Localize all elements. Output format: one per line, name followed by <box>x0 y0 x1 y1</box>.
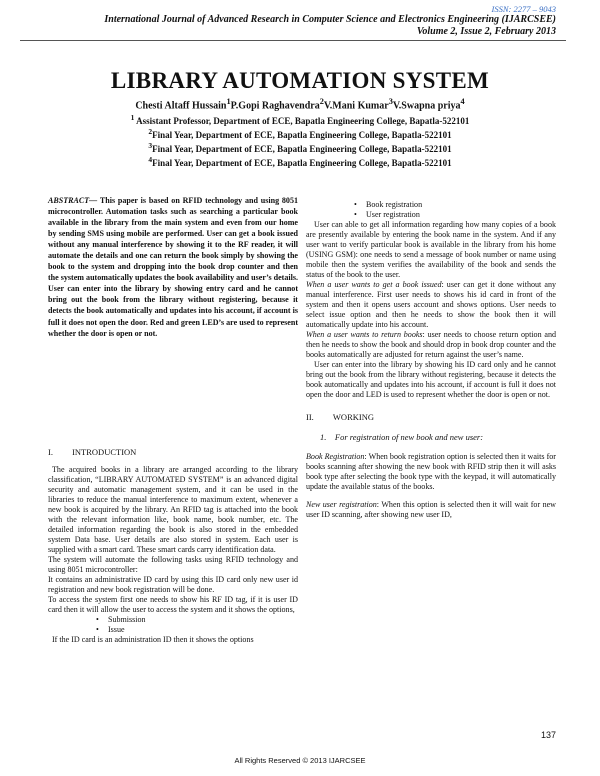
list-item: • Issue <box>48 625 298 635</box>
paragraph <box>306 330 556 360</box>
journal-volume: Volume 2, Issue 2, February 2013 <box>416 26 556 37</box>
aff-text: Final Year, Department of ECE, Bapatla Engineering College, Bapatla-522101 <box>152 130 452 140</box>
aff-sup: 4 <box>148 155 153 164</box>
section-heading-introduction: I. INTRODUCTION <box>48 447 137 457</box>
paragraph: The acquired books in a library are arranged according to the library classification, “LIBRARY AUTOMATED SYSTEM” is an advanced digital security and automatic management system, and it can be used in the libraries to reduce the manual interference to maximum extent, whenever a new book is acquired by the library. An RFID tag is attached into the book with the relevant information like, book name, book number, etc. The detailed information regarding the book is also stored in the embedded system Data base. User details are also stored in system. Each user is supplied with a smart card. These smart cards carry identification data. <box>48 465 298 554</box>
subsection-heading: 1. For registration of new book and new user: <box>320 432 484 442</box>
author-sup: 4 <box>460 97 465 106</box>
affiliation <box>0 127 600 140</box>
author-sup: 2 <box>319 97 324 106</box>
issn: ISSN: 2277 – 9043 <box>491 4 556 14</box>
author-name: V.Swapna priya <box>392 100 461 112</box>
section-heading-working: II. WORKING <box>306 412 374 422</box>
page-number: 137 <box>540 730 556 740</box>
affiliation <box>0 113 600 126</box>
aff-sup: 2 <box>148 127 153 136</box>
run-in-text: : When this option is selected then it will wait for new user ID scanning, after showing new user ID, <box>306 500 556 519</box>
list-item: • Book registration <box>306 200 556 210</box>
aff-text: Assistant Professor, Department of ECE, Bapatla Engineering College, Bapatla-522101 <box>134 116 470 126</box>
paragraph: It contains an administrative ID card by using this ID card only new user id registration and new book registration will be done. <box>48 575 298 594</box>
author-name: Chesti Altaff Hussain <box>135 100 227 112</box>
paragraph: If the ID card is an administration ID then it shows the options <box>52 635 254 644</box>
paragraph <box>306 452 556 492</box>
aff-text: Final Year, Department of ECE, Bapatla Engineering College, Bapatla-522101 <box>152 158 452 168</box>
run-in-label: New user registration <box>306 500 377 509</box>
list-item: • User registration <box>306 210 556 220</box>
affiliation <box>0 155 600 168</box>
paragraph: User can able to get all information regarding how many copies of a book are presently available by entering the book name in the system. And if any user want to verify particular book is available in the library from his home (USING GSM): one needs to send a message of book number or name using mobile then the system verifies the availability of the book and sends the status of the book to the user. <box>306 220 556 279</box>
paragraph: User can enter into the library by showing his ID card only and he cannot bring out the book from the library without registering, because it detects the book automatically and updates into his account, if account is full it does not open the door and LED is used to represent whether the door is open or not. <box>306 360 556 399</box>
journal-header <box>20 14 556 38</box>
run-in-text: : user can get it done without any manual interference. First user needs to shows his id card in front of the system and then it opens users account and shows options. User needs to select issue option and then he needs to show the book then it will automatically update into his account. <box>306 280 556 329</box>
list-item: • Submission <box>48 615 298 625</box>
options-list <box>306 200 556 220</box>
paragraph <box>306 500 556 520</box>
aff-sup: 1 <box>130 113 135 122</box>
run-in-text: : When book registration option is selected then it waits for books scanning after showing the new book with RFID strip then it will asks book type after selecting the book type with the keypad, it will automatically update the available status of the books. <box>306 452 556 491</box>
run-in-label: When a user wants to get a book issued <box>306 280 442 289</box>
paragraph: The system will automate the following tasks using RFID technology and using 8051 microcontroller: <box>48 555 298 574</box>
paper-title: LIBRARY AUTOMATION SYSTEM <box>110 68 490 93</box>
author-sup: 1 <box>226 97 231 106</box>
author-name: V.Mani Kumar <box>323 100 389 112</box>
run-in-text: : user needs to choose return option and then he needs to show the book and should drop in book drop counter and the books automatically are adjusted for return against the user’s name. <box>306 330 557 359</box>
abstract-paragraph <box>48 195 298 339</box>
abstract <box>48 195 298 339</box>
aff-sup: 3 <box>148 141 153 150</box>
paragraph <box>306 280 556 330</box>
options-list <box>48 615 298 635</box>
author-sup: 3 <box>388 97 393 106</box>
run-in-label: When a user wants to return books <box>306 330 423 339</box>
footer: All Rights Reserved © 2013 IJARCSEE <box>234 756 366 765</box>
left-column <box>48 447 298 645</box>
abstract-text: This paper is based on RFID technology and using 8051 microcontroller. Automation tasks such as searching a particular book available in the library from the main system and even from our home by sending SMS using mobile are performed. User can get a book issued without any manual interference by showing it to the RF reader, it will automate the details and one can return the book simply by showing the book to the system and dropping into the book drop counter and then the system automatically updates the book availability and user’s details. User can enter into the library by showing entry card and he cannot bring out the book from the library without registering, because it detects the book automatically and updates into his account, if account is full it does not open the door. Red and green LED’s are used to represent whether the door is open or not. <box>48 196 298 338</box>
right-column <box>306 200 556 520</box>
journal-name: International Journal of Advanced Research in Computer Science and Electronics Engineering (IJARCSEE) <box>104 14 556 25</box>
run-in-label: Book Registration <box>306 452 365 461</box>
affiliation <box>0 141 600 154</box>
abstract-label: ABSTRACT— <box>48 196 98 205</box>
header-rule <box>20 40 566 41</box>
author-name: P.Gopi Raghavendra <box>230 100 320 112</box>
aff-text: Final Year, Department of ECE, Bapatla Engineering College, Bapatla-522101 <box>152 144 452 154</box>
author-list <box>0 97 600 111</box>
paragraph: To access the system first one needs to show his RF ID tag, if it is user ID card then it will allow the user to access the system and it shows the options, <box>48 595 298 614</box>
